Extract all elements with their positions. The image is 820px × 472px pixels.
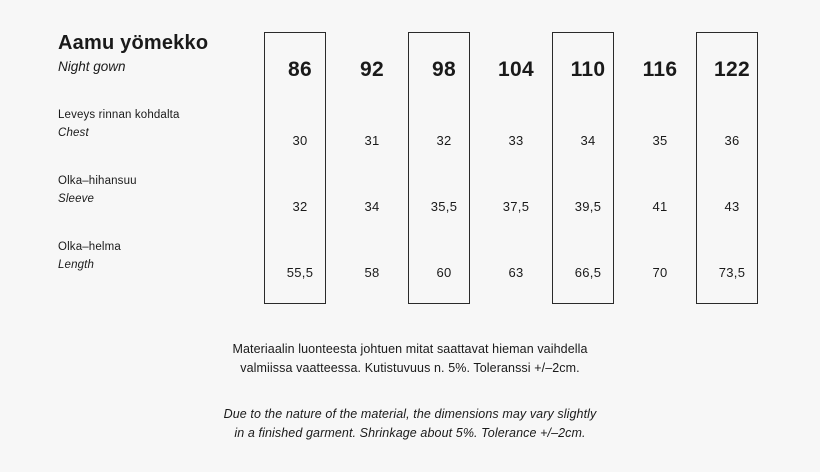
cell-value: 37,5 bbox=[502, 199, 530, 214]
size-header-92 bbox=[336, 32, 408, 108]
measurement-label-fi: Leveys rinnan kohdalta bbox=[58, 109, 180, 121]
footnote-fi-line1: Materiaalin luonteesta johtuen mitat saattavat hieman vaihdella bbox=[232, 342, 588, 356]
cell-value: 35,5 bbox=[430, 199, 458, 214]
size-label: 98 bbox=[432, 58, 456, 81]
cell-length-98 bbox=[408, 240, 480, 306]
cell-length-110 bbox=[552, 240, 624, 306]
page-title: Aamu yömekko bbox=[58, 32, 209, 54]
cell-value: 43 bbox=[724, 199, 740, 214]
size-label: 92 bbox=[360, 58, 384, 81]
cell-value: 33 bbox=[508, 133, 524, 148]
cell-sleeve-122 bbox=[696, 174, 768, 240]
measurement-label-fi: Olka–hihansuu bbox=[58, 175, 137, 187]
measurement-label-en: Sleeve bbox=[58, 192, 95, 205]
size-header-104 bbox=[480, 32, 552, 108]
measurement-label-sleeve bbox=[58, 174, 264, 240]
cell-value: 32 bbox=[292, 199, 308, 214]
footnote-en-line1: Due to the nature of the material, the dimensions may vary slightly bbox=[223, 406, 597, 421]
cell-chest-86 bbox=[264, 108, 336, 174]
page-subtitle: Night gown bbox=[58, 59, 126, 74]
cell-sleeve-104 bbox=[480, 174, 552, 240]
cell-length-116 bbox=[624, 240, 696, 306]
footnote-en-line2: in a finished garment. Shrinkage about 5%. Tolerance +/–2cm. bbox=[234, 426, 586, 441]
cell-value: 55,5 bbox=[286, 265, 314, 280]
footnote-fi-line2: valmiissa vaatteessa. Kutistuvuus n. 5%. Toleranssi +/–2cm. bbox=[240, 361, 580, 376]
footnote-fi bbox=[0, 340, 820, 379]
cell-sleeve-116 bbox=[624, 174, 696, 240]
cell-value: 58 bbox=[364, 265, 380, 280]
size-label: 86 bbox=[288, 58, 312, 81]
table-row bbox=[58, 108, 768, 174]
cell-chest-92 bbox=[336, 108, 408, 174]
product-name-cell bbox=[58, 32, 264, 108]
size-label: 110 bbox=[570, 58, 606, 81]
size-header-122 bbox=[696, 32, 768, 108]
size-table bbox=[58, 32, 768, 306]
footnote-en bbox=[0, 405, 820, 444]
table-header-row bbox=[58, 32, 768, 108]
cell-value: 60 bbox=[436, 265, 452, 280]
cell-value: 66,5 bbox=[574, 265, 602, 280]
size-header-110 bbox=[552, 32, 624, 108]
table-row bbox=[58, 174, 768, 240]
cell-length-104 bbox=[480, 240, 552, 306]
measurement-label-length bbox=[58, 240, 264, 306]
measurement-label-en: Chest bbox=[58, 126, 89, 139]
footnotes bbox=[0, 340, 820, 444]
size-label: 104 bbox=[498, 58, 534, 81]
cell-value: 34 bbox=[580, 133, 596, 148]
size-label: 122 bbox=[714, 58, 750, 81]
cell-value: 31 bbox=[364, 133, 380, 148]
cell-sleeve-86 bbox=[264, 174, 336, 240]
cell-value: 34 bbox=[364, 199, 380, 214]
measurement-label-fi: Olka–helma bbox=[58, 241, 121, 253]
cell-chest-104 bbox=[480, 108, 552, 174]
size-header-116 bbox=[624, 32, 696, 108]
table-row bbox=[58, 240, 768, 306]
size-header-86 bbox=[264, 32, 336, 108]
cell-chest-122 bbox=[696, 108, 768, 174]
cell-sleeve-110 bbox=[552, 174, 624, 240]
cell-length-92 bbox=[336, 240, 408, 306]
cell-sleeve-92 bbox=[336, 174, 408, 240]
cell-value: 63 bbox=[508, 265, 524, 280]
size-label: 116 bbox=[642, 58, 678, 81]
cell-value: 70 bbox=[652, 265, 668, 280]
cell-chest-98 bbox=[408, 108, 480, 174]
cell-value: 30 bbox=[292, 133, 308, 148]
cell-value: 41 bbox=[652, 199, 668, 214]
cell-value: 39,5 bbox=[574, 199, 602, 214]
cell-length-86 bbox=[264, 240, 336, 306]
cell-chest-110 bbox=[552, 108, 624, 174]
cell-value: 32 bbox=[436, 133, 452, 148]
cell-value: 73,5 bbox=[718, 265, 746, 280]
measurement-label-chest bbox=[58, 108, 264, 174]
size-header-98 bbox=[408, 32, 480, 108]
measurement-label-en: Length bbox=[58, 258, 95, 271]
cell-length-122 bbox=[696, 240, 768, 306]
cell-value: 35 bbox=[652, 133, 668, 148]
cell-chest-116 bbox=[624, 108, 696, 174]
cell-value: 36 bbox=[724, 133, 740, 148]
cell-sleeve-98 bbox=[408, 174, 480, 240]
